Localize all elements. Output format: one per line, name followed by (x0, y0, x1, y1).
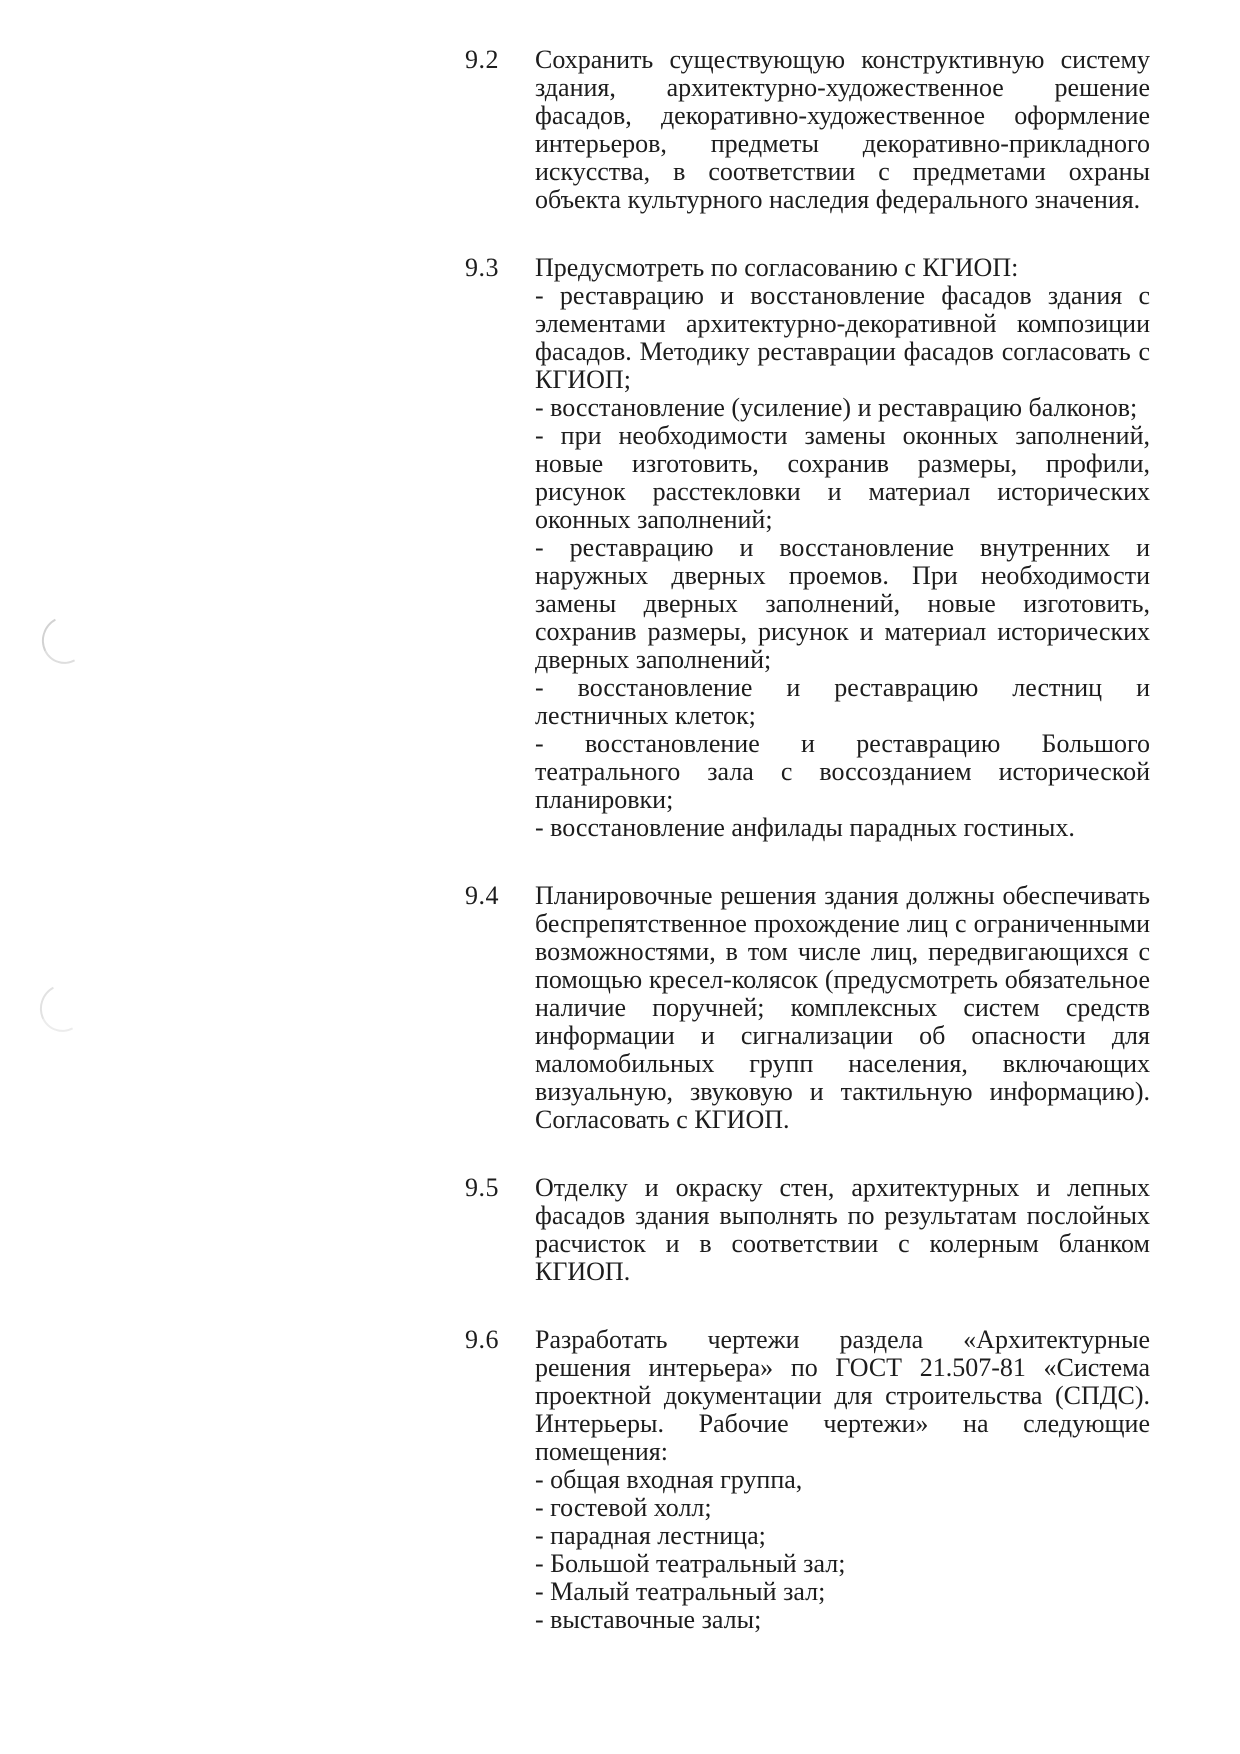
section-body (535, 46, 1150, 214)
section-body (535, 1326, 1150, 1634)
section-number: 9.6 (465, 1325, 499, 1354)
section-paragraph: - восстановление (усиление) и реставрацию балконов; (535, 393, 1138, 422)
section-paragraph: - общая входная группа, (535, 1465, 803, 1494)
document-section-9.3 (465, 254, 1150, 842)
section-number: 9.5 (465, 1173, 499, 1202)
section-body (535, 882, 1150, 1134)
section-paragraph: - выставочные залы; (535, 1605, 762, 1634)
section-paragraph: - Большой театральный зал; (535, 1549, 846, 1578)
section-paragraph: - реставрацию и восстановление фасадов здания с элементами архитектурно-декоративной композиции фасадов. Методику реставрации фасадов согласовать с КГИОП; (535, 281, 1150, 394)
section-paragraph: Предусмотреть по согласованию с КГИОП: (535, 253, 1019, 282)
section-paragraph: Сохранить существующую конструктивную систему здания, архитектурно-художественное решение фасадов, декоративно-художественное оформление интерьеров, предметы декоративно-прикладного искусства, в соответствии с предметами охраны объекта культурного наследия федерального значения. (535, 45, 1150, 214)
section-paragraph: - парадная лестница; (535, 1521, 766, 1550)
section-paragraph: Отделку и окраску стен, архитектурных и лепных фасадов здания выполнять по результатам послойных расчисток и в соответствии с колерным бланком КГИОП. (535, 1173, 1150, 1286)
section-paragraph: Разработать чертежи раздела «Архитектурные решения интерьера» по ГОСТ 21.507-81 «Система проектной документации для строительства (СПДС). Интерьеры. Рабочие чертежи» на следующие помещения: (535, 1325, 1150, 1466)
document-content (465, 46, 1150, 1674)
scan-artifact-mark-bottom (34, 978, 93, 1038)
scan-artifact-mark-top (36, 610, 95, 670)
section-paragraph: - Малый театральный зал; (535, 1577, 826, 1606)
section-paragraph: - восстановление и реставрацию Большого театрального зала с воссозданием исторической планировки; (535, 729, 1150, 814)
section-paragraph: - восстановление анфилады парадных гостиных. (535, 813, 1075, 842)
section-body (535, 1174, 1150, 1286)
document-section-9.4 (465, 882, 1150, 1134)
section-paragraph: - восстановление и реставрацию лестниц и лестничных клеток; (535, 673, 1150, 730)
document-section-9.5 (465, 1174, 1150, 1286)
section-paragraph: Планировочные решения здания должны обеспечивать беспрепятственное прохождение лиц с ограниченными возможностями, в том числе лиц, передвигающихся с помощью кресел-колясок (предусмотреть обязательное наличие поручней; комплексных систем средств информации и сигнализации об опасности для маломобильных групп населения, включающих визуальную, звуковую и тактильную информацию). Согласовать с КГИОП. (535, 881, 1150, 1134)
section-paragraph: - гостевой холл; (535, 1493, 712, 1522)
section-number: 9.2 (465, 45, 499, 74)
section-paragraph: - при необходимости замены оконных заполнений, новые изготовить, сохранив размеры, профили, рисунок расстекловки и материал исторических оконных заполнений; (535, 421, 1150, 534)
section-paragraph: - реставрацию и восстановление внутренних и наружных дверных проемов. При необходимости замены дверных заполнений, новые изготовить, сохранив размеры, рисунок и материал исторических дверных заполнений; (535, 533, 1150, 674)
document-section-9.2 (465, 46, 1150, 214)
document-section-9.6 (465, 1326, 1150, 1634)
section-number: 9.4 (465, 881, 499, 910)
section-number: 9.3 (465, 253, 499, 282)
section-body (535, 254, 1150, 842)
